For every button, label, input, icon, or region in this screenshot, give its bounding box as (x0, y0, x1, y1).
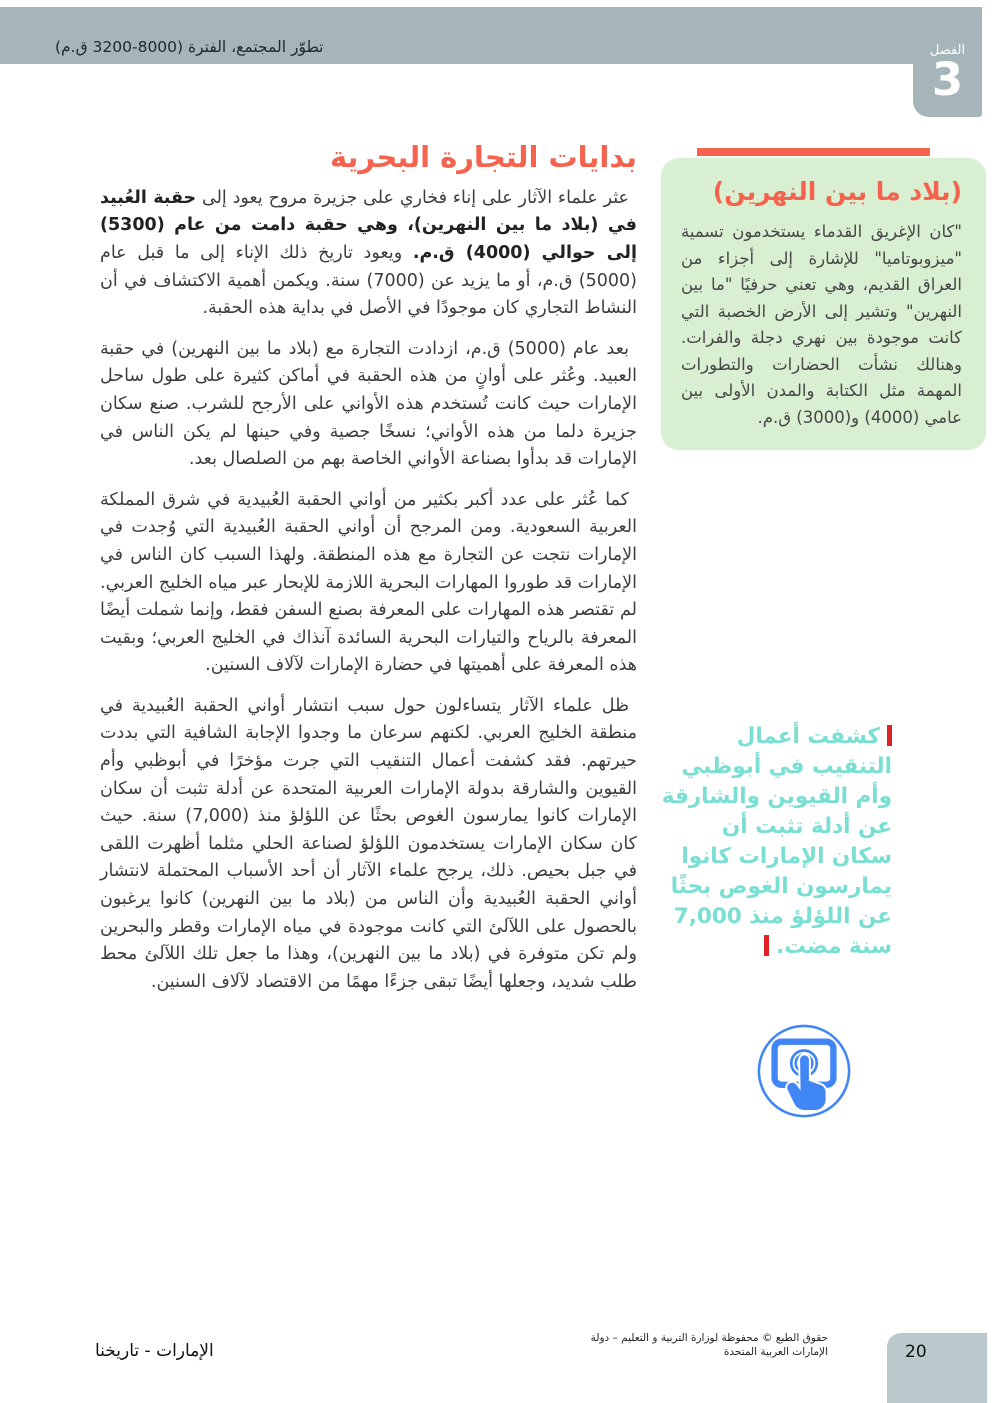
chapter-number: 3 (931, 53, 964, 106)
header-band (0, 7, 982, 64)
article-column (100, 140, 637, 1009)
chapter-label: الفصل (929, 43, 966, 58)
paragraph-text: ويعود تاريخ ذلك الإناء إلى ما قبل عام (5000) ق.م، أو ما يزيد عن (7000) سنة. ويكمن أهمية الاكتشاف في أن النشاط التجاري كان موجودًا في الأصل في بداية هذه الحقبة. (100, 242, 637, 319)
article-paragraph-4: ظل علماء الآثار يتساءلون حول سبب انتشار أواني الحقبة العُبيدية في منطقة الخليج العربي. لكنهم سرعان ما وجدوا الإجابة الشافية التي بددت حيرتهم. فقد كشفت أعمال التنقيب التي جرت مؤخرًا في أبوظبي وأم القيوين والشارقة بدولة الإمارات العربية المتحدة عن أدلة تثبت أن سكان الإمارات كانوا يمارسون الغوص بحثًا عن اللؤلؤ منذ (7,000) سنة. حيث كان سكان الإمارات يستخدمون اللؤلؤ لصناعة الحلي مثلما أظهرت اللقى في جبل بحيص. ذلك، يرجح علماء الآثار أن أحد الأسباب المحتملة لانتشار أواني الحقبة العُبيدية وأن الناس من (بلاد ما بين النهرين) كانوا يرغبون بالحصول على اللآلئ التي كانت موجودة في مياه الإمارات وقطر والبحرين ولم تكن متوفرة في (بلاد ما بين النهرين)، وهذا ما جعل تلك اللآلئ محط طلب شديد، وجعلها أيضًا تبقى جزءًا مهمًا من الاقتصاد لآلاف السنين. (100, 695, 638, 992)
quote-end-bar-icon (764, 935, 769, 956)
article-paragraph-3: كما عُثر على عدد أكبر بكثير من أواني الحقبة العُبيدية في شرق المملكة العربية السعودية. ومن المرجح أن أواني الحقبة العُبيدية التي وُجدت في الإمارات نتجت عن التجارة مع هذه المنطقة. ولهذا السبب كان الناس في الإمارات قد طوروا المهارات البحرية اللازمة للإبحار عبر مياه الخليج العربي. لم تقتصر هذه المهارات على المعرفة بصنع السفن فقط، وإنما شملت أيضًا المعرفة بالرياح والتيارات البحرية السائدة آنذاك في الخليج العربي؛ وبقيت هذه المعرفة على أهميتها في حضارة الإمارات لآلاف السنين. (100, 489, 637, 676)
definition-box-title: (بلاد ما بين النهرين) (712, 177, 962, 206)
article-paragraph-2: بعد عام (5000) ق.م، ازدادت التجارة مع (بلاد ما بين النهرين) في حقبة العبيد. وعُثر على أوانٍ من هذه الحقبة في أماكن كثيرة على طول ساحل الإمارات حيث كانت تُستخدم هذه الأواني على الأرجح للشرب. صنع سكان جزيرة دلما من هذه الأواني؛ نسخًا جصية وفي حينها لم يكن الناس في الإمارات قد بدأوا بصناعة الأواني الخاصة بهم من الصلصال بعد. (100, 338, 637, 470)
paragraph-bold-text: حقبة العُبيد في (بلاد ما بين النهرين)، وهي حقبة دامت من عام (5300) إلى حوالي (4000) ق.م. (100, 187, 637, 263)
sidebar-accent-bar (697, 148, 930, 156)
definition-box (661, 158, 986, 450)
touch-screen-icon[interactable] (755, 1024, 853, 1122)
pull-quote-text: كشفت أعمال التنقيب في أبوظبي وأم القيوين والشارقة عن أدلة تثبت أن سكان الإمارات كانوا يمارسون الغوص بحثًا عن اللؤلؤ منذ 7,000 سنة مضت. (661, 724, 892, 959)
definition-box-body: "كان الإغريق القدماء يستخدمون تسمية "ميزوبوتاميا" للإشارة إلى أجزاء من العراق القديم، وهي تعني حرفيًا "ما بين النهرين" وتشير إلى الأرض الخصبة التي كانت موجودة بين نهري دجلة والفرات. وهنالك نشأت الحضارات والتطورات المهمة مثل الكتابة والمدن الأولى بين عامي (4000) و(3000) ق.م. (681, 222, 962, 427)
copyright-notice: حقوق الطبع © محفوظة لوزارة التربية و التعليم – دولة الإمارات العربية المتحدة (590, 1332, 828, 1359)
article-title: بدايات التجارة البحرية (329, 140, 637, 174)
chapter-tab (913, 7, 982, 117)
quote-start-bar-icon (887, 725, 892, 746)
chapter-subtitle: تطوّر المجتمع، الفترة (8000‏-‏3200 ق.م) (55, 38, 324, 56)
paragraph-text: عثر علماء الآثار على إناء فخاري على جزيرة مروح يعود إلى (196, 187, 629, 208)
page-number: 20 (905, 1342, 927, 1362)
page-number-tab (887, 1333, 987, 1403)
pull-quote (656, 722, 892, 962)
article-paragraph-1 (100, 185, 637, 323)
book-title: الإمارات - تاريخنا (95, 1341, 214, 1361)
